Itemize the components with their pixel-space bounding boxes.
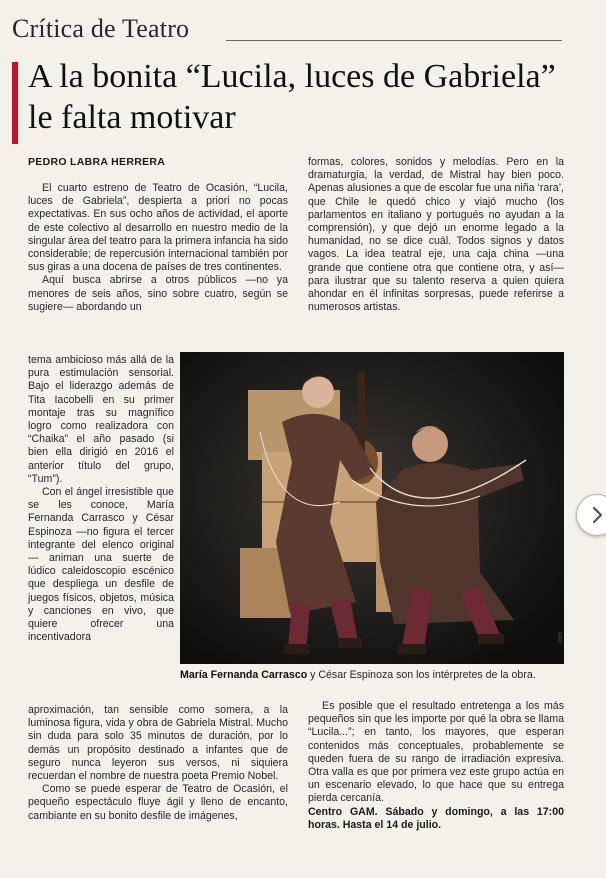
- show-info: Centro GAM. Sábado y domingo, a las 17:00 horas. Hasta el 14 de julio.: [308, 805, 564, 831]
- paragraph-2: Aquí busca abrirse a otros públicos —no ya menores de seis años, sino sobre cuatro, según se sugiere— abordando un: [28, 274, 288, 313]
- article-photo: [180, 352, 564, 664]
- photo-caption: [180, 669, 568, 682]
- paragraph-3: Con el ángel irresistible que se les conoce, María Fernanda Carrasco y César Espinoza —no figura el tercer integrante del elenco original— animan una suerte de lúdico caleidoscopio escénico que despliega un desfile de juegos físicos, objetos, música y canciones en vivo, que quiere ofrecer una incentivadora: [28, 486, 174, 644]
- headline: A la bonita “Lucila, luces de Gabriela” le falta motivar: [28, 58, 556, 136]
- caption-names: María Fernanda Carrasco: [180, 669, 308, 681]
- section-title: Crítica de Teatro: [12, 14, 190, 43]
- column-2-bottom: [308, 700, 564, 832]
- headline-accent-bar: [12, 62, 18, 144]
- column-1-narrow: [28, 354, 174, 644]
- column-2-top: [308, 156, 564, 314]
- column-1-top: [28, 182, 288, 314]
- section-rule: [226, 40, 562, 41]
- photo-credit: GAM: [556, 632, 562, 644]
- paragraph-4-cont: formas, colores, sonidos y melodías. Pero en la dramaturgia, la verdad, de Mistral hay bien poco. Apenas alusiones a que de escolar fue una niña ‘rara’, que Chile le quedó chico y viajó mucho (los parlamentos en italiano y portugués no ayudan a la comprensión), y que dejó un enorme legado a la humanidad, no se dice cuál. Todos signos y datos vagos. La idea teatral eje, una caja china —una grande que contiene otra que contiene otra, y así— para ilustrar que su talento reserva a quien quiera ahondar en él infinitas sorpresas, puede referirse a numerosos artistas.: [308, 156, 564, 314]
- paragraph-5: Es posible que el resultado entretenga a los más pequeños sin que les importe por qué la obra se llama “Lucila...”; en tanto, los mayores, que esperan contenidos más conceptuales, probablemente se queden fuera de su rango de irradiación expresiva. Otra valla es que por primera vez este grupo actúa en un escenario elevado, lo que hace que su entrega pierda cercanía.: [308, 700, 564, 805]
- column-1-bottom: [28, 704, 288, 823]
- paragraph-1: El cuarto estreno de Teatro de Ocasión, “Lucila, luces de Gabriela”, despierta a priori no pocas expectativas. En sus ocho años de actividad, el aporte de este colectivo al desarrollo en nuestro medio de la singular área del teatro para la primera infancia ha sido considerable; de repercusión internacional también por sus giras a una docena de países de tres continentes.: [28, 182, 288, 274]
- next-page-button[interactable]: [576, 494, 606, 536]
- byline: PEDRO LABRA HERRERA: [28, 156, 166, 168]
- paragraph-4: Como se puede esperar de Teatro de Ocasión, el pequeño espectáculo fluye ágil y lleno de encanto, cambiante en su bonito desfile de imágenes,: [28, 783, 288, 822]
- paragraph-2-cont: tema ambicioso más allá de la pura estimulación sensorial. Bajo el liderazgo además de Tita Iacobelli en su primer montaje tras su magnífico logro como realizadora con “Chaika” el año pasado (si bien ella dirigió en 2016 el anterior título del grupo, “Tum”).: [28, 354, 174, 485]
- chevron-right-icon: [587, 505, 606, 525]
- paragraph-3-cont: aproximación, tan sensible como somera, a la luminosa figura, vida y obra de Gabriela Mistral. Mucho sin duda para solo 35 minutos de duración, por lo demás un propósito destinado a infantes que de seguro nunca leyeron sus versos, ni siquiera recuerdan el nombre de nuestra poeta Premio Nobel.: [28, 704, 288, 783]
- performers-illustration: [180, 352, 564, 664]
- caption-text: y César Espinoza son los intérpretes de la obra.: [307, 669, 536, 681]
